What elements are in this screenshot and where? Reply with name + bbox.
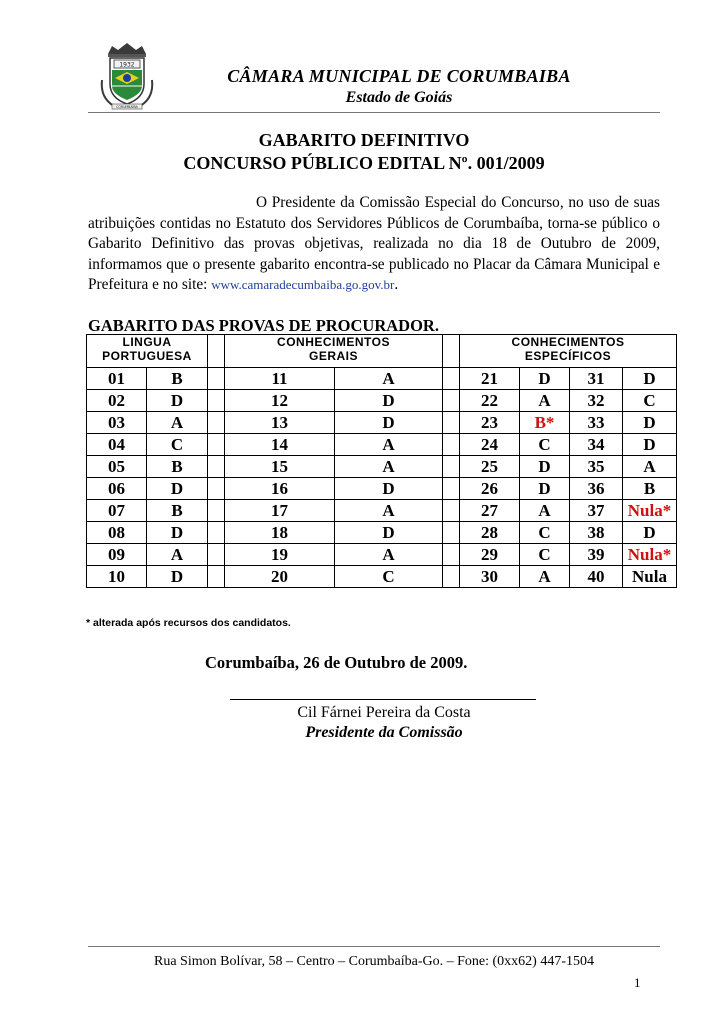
column-spacer <box>208 544 225 566</box>
header-cg-line1: CONHECIMENTOS <box>277 335 390 349</box>
question-number-cell: 27 <box>460 500 520 522</box>
page-number: 1 <box>634 975 641 990</box>
answer-cell: D <box>623 434 677 456</box>
answer-cell: A <box>147 412 208 434</box>
intro-end: . <box>394 276 399 294</box>
answer-cell: D <box>520 368 570 390</box>
answer-cell: D <box>623 368 677 390</box>
signature-line <box>230 699 536 700</box>
question-number-cell: 12 <box>225 390 335 412</box>
question-number-cell: 25 <box>460 456 520 478</box>
question-number-cell: 38 <box>570 522 623 544</box>
answer-cell: C <box>623 390 677 412</box>
question-number-cell: 21 <box>460 368 520 390</box>
header-spacer <box>443 335 460 368</box>
column-spacer <box>443 412 460 434</box>
column-spacer <box>443 390 460 412</box>
question-number-cell: 19 <box>225 544 335 566</box>
table-row <box>87 412 677 434</box>
answer-cell: C <box>335 566 443 588</box>
intro-text: O Presidente da Comissão Especial do Concurso, no uso de suas atribuições contidas no Estatuto dos Servidores Públicos de Corumbaíba, torna-se público o Gabarito Definitivo das provas objetivas, realizada no dia 18 de Outubro de 2009, informamos que o presente gabarito encontra-se publicado no Placar da Câmara Municipal e Prefeitura e no site: <box>88 194 660 294</box>
answer-cell: D <box>147 566 208 588</box>
header-conhecimentos-especificos <box>460 335 677 368</box>
question-number-cell: 17 <box>225 500 335 522</box>
column-spacer <box>443 544 460 566</box>
answer-cell: D <box>335 522 443 544</box>
question-number-cell: 18 <box>225 522 335 544</box>
column-spacer <box>443 434 460 456</box>
header-divider <box>88 112 660 113</box>
header-cg-line2: GERAIS <box>309 349 359 363</box>
question-number-cell: 14 <box>225 434 335 456</box>
question-number-cell: 10 <box>87 566 147 588</box>
website-link[interactable]: www.camaradecumbaiba.go.gov.br <box>211 277 395 293</box>
answer-cell: D <box>147 478 208 500</box>
question-number-cell: 13 <box>225 412 335 434</box>
column-spacer <box>208 390 225 412</box>
answer-cell: A <box>335 434 443 456</box>
table-row <box>87 434 677 456</box>
table-row <box>87 522 677 544</box>
answer-cell: D <box>147 390 208 412</box>
question-number-cell: 11 <box>225 368 335 390</box>
column-spacer <box>208 434 225 456</box>
footer-divider <box>88 946 660 947</box>
answer-cell: B <box>623 478 677 500</box>
footer-address: Rua Simon Bolívar, 58 – Centro – Corumbaíba-Go. – Fone: (0xx62) 447-1504 <box>153 954 594 969</box>
column-spacer <box>443 368 460 390</box>
header-ce-line1: CONHECIMENTOS <box>511 335 625 349</box>
answer-cell: A <box>520 566 570 588</box>
organization-name: CÂMARA MUNICIPAL DE CORUMBAIBA <box>227 66 571 86</box>
document-title: GABARITO DEFINITIVO <box>258 130 470 150</box>
answer-cell: C <box>520 434 570 456</box>
question-number-cell: 32 <box>570 390 623 412</box>
crest-year: 1932 <box>119 61 135 69</box>
column-spacer <box>208 500 225 522</box>
answer-cell: B <box>147 368 208 390</box>
answer-cell: D <box>520 478 570 500</box>
answer-cell: D <box>335 390 443 412</box>
column-spacer <box>208 368 225 390</box>
answer-cell: A <box>335 544 443 566</box>
question-number-cell: 29 <box>460 544 520 566</box>
answer-cell: D <box>623 412 677 434</box>
question-number-cell: 39 <box>570 544 623 566</box>
answer-cell: A <box>335 368 443 390</box>
table-row <box>87 478 677 500</box>
column-spacer <box>208 522 225 544</box>
question-number-cell: 20 <box>225 566 335 588</box>
answer-cell: A <box>623 456 677 478</box>
header-conhecimentos-gerais <box>225 335 443 368</box>
question-number-cell: 04 <box>87 434 147 456</box>
table-row <box>87 544 677 566</box>
answer-cell: A <box>147 544 208 566</box>
answer-cell: B <box>147 456 208 478</box>
question-number-cell: 33 <box>570 412 623 434</box>
section-title: GABARITO DAS PROVAS DE PROCURADOR. <box>88 316 439 335</box>
answer-cell: D <box>335 412 443 434</box>
column-spacer <box>208 456 225 478</box>
question-number-cell: 08 <box>87 522 147 544</box>
question-number-cell: 30 <box>460 566 520 588</box>
answer-key-table <box>86 334 677 588</box>
answer-cell: Nula* <box>623 544 677 566</box>
answer-cell: C <box>520 522 570 544</box>
question-number-cell: 03 <box>87 412 147 434</box>
question-number-cell: 28 <box>460 522 520 544</box>
question-number-cell: 15 <box>225 456 335 478</box>
answer-cell: A <box>335 456 443 478</box>
crest-motto: CORUMBAÍBA <box>116 105 138 110</box>
header-spacer <box>208 335 225 368</box>
question-number-cell: 35 <box>570 456 623 478</box>
question-number-cell: 26 <box>460 478 520 500</box>
question-number-cell: 31 <box>570 368 623 390</box>
question-number-cell: 34 <box>570 434 623 456</box>
column-spacer <box>208 412 225 434</box>
answer-cell: C <box>147 434 208 456</box>
answer-cell: D <box>623 522 677 544</box>
signatory-name: Cil Fárnei Pereira da Costa <box>297 704 471 721</box>
question-number-cell: 24 <box>460 434 520 456</box>
answer-cell: Nula* <box>623 500 677 522</box>
question-number-cell: 07 <box>87 500 147 522</box>
question-number-cell: 16 <box>225 478 335 500</box>
answer-cell: A <box>520 390 570 412</box>
question-number-cell: 05 <box>87 456 147 478</box>
footnote: * alterada após recursos dos candidatos. <box>86 617 291 629</box>
document-subtitle: CONCURSO PÚBLICO EDITAL Nº. 001/2009 <box>183 153 545 173</box>
question-number-cell: 40 <box>570 566 623 588</box>
question-number-cell: 09 <box>87 544 147 566</box>
column-spacer <box>443 522 460 544</box>
intro-paragraph <box>88 193 660 296</box>
question-number-cell: 06 <box>87 478 147 500</box>
table-row <box>87 390 677 412</box>
date-line: Corumbaíba, 26 de Outubro de 2009. <box>205 653 468 672</box>
column-spacer <box>208 478 225 500</box>
answer-cell: B* <box>520 412 570 434</box>
answer-cell: A <box>520 500 570 522</box>
table-row <box>87 500 677 522</box>
question-number-cell: 37 <box>570 500 623 522</box>
table-row <box>87 456 677 478</box>
table-row <box>87 566 677 588</box>
answer-cell: B <box>147 500 208 522</box>
answer-cell: D <box>335 478 443 500</box>
state-name: Estado de Goiás <box>345 89 453 106</box>
question-number-cell: 02 <box>87 390 147 412</box>
answer-cell: D <box>147 522 208 544</box>
column-spacer <box>443 478 460 500</box>
answer-cell: D <box>520 456 570 478</box>
column-spacer <box>443 500 460 522</box>
question-number-cell: 01 <box>87 368 147 390</box>
table-header-row <box>87 335 677 368</box>
column-spacer <box>443 456 460 478</box>
header-lingua-portuguesa: LINGUA PORTUGUESA <box>87 335 208 368</box>
answer-cell: Nula <box>623 566 677 588</box>
table-row <box>87 368 677 390</box>
answer-cell: C <box>520 544 570 566</box>
column-spacer <box>208 566 225 588</box>
question-number-cell: 23 <box>460 412 520 434</box>
question-number-cell: 22 <box>460 390 520 412</box>
signatory-role: Presidente da Comissão <box>305 724 463 741</box>
column-spacer <box>443 566 460 588</box>
question-number-cell: 36 <box>570 478 623 500</box>
header-ce-line2: ESPECÍFICOS <box>524 349 612 363</box>
answer-cell: A <box>335 500 443 522</box>
